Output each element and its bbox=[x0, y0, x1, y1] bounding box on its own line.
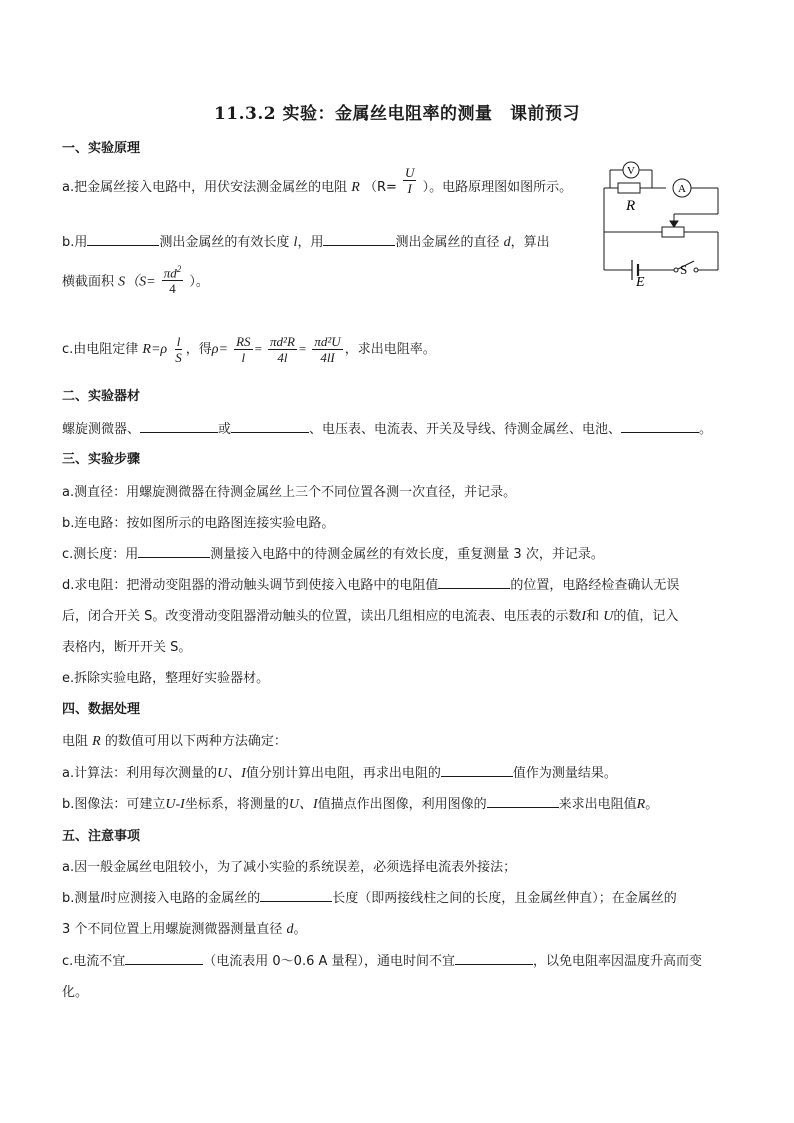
ammeter-label: A bbox=[678, 183, 686, 195]
note-b-cont bbox=[62, 918, 307, 938]
formula: R=ρ bbox=[142, 342, 168, 357]
text: 的位置，电路经检查确认无误 bbox=[510, 578, 680, 593]
text: 后，闭合开关 S。改变滑动变阻器滑动触头的位置，读出几组相应的电流表、电压表的示数 bbox=[62, 609, 582, 624]
denominator: 4l bbox=[277, 350, 288, 365]
denominator: 4 bbox=[169, 281, 176, 297]
var-UI-axis: U-I bbox=[165, 797, 185, 812]
battery-label: E bbox=[636, 275, 645, 288]
text: 值分别计算出电阻，再求出电阻的 bbox=[245, 766, 441, 781]
fraction-pid2U-over-4lI bbox=[312, 334, 342, 365]
text: 值作为测量结果。 bbox=[512, 766, 617, 781]
step-b: b.连电路：按如图所示的电路图连接实验电路。 bbox=[62, 516, 335, 531]
note-b bbox=[62, 887, 677, 907]
var-R: R bbox=[351, 180, 360, 195]
formula: ρ= bbox=[211, 342, 228, 357]
numerator: U bbox=[405, 165, 415, 180]
principle-a bbox=[62, 165, 573, 196]
section-heading-data: 四、数据处理 bbox=[62, 702, 141, 717]
text: 和 bbox=[586, 609, 600, 624]
var-UI: U、I bbox=[288, 797, 318, 812]
text: 。电路原理图如图所示。 bbox=[429, 180, 573, 195]
numerator: πd²R bbox=[270, 334, 295, 349]
var-S: S（S= bbox=[118, 274, 156, 290]
fraction-l-over-S bbox=[173, 334, 184, 365]
blank[interactable] bbox=[621, 420, 699, 433]
fraction-pid2R-over-4l bbox=[268, 334, 297, 365]
text: 。 bbox=[293, 922, 307, 937]
section-heading-equipment: 二、实验器材 bbox=[62, 389, 141, 404]
exponent: 2 bbox=[176, 264, 182, 274]
text: 测出金属丝的有效长度 bbox=[159, 235, 290, 250]
numerator: l bbox=[176, 334, 181, 349]
text: 测出金属丝的直径 bbox=[395, 235, 500, 250]
blank[interactable] bbox=[231, 420, 309, 433]
denominator: S bbox=[175, 350, 182, 365]
data-a bbox=[62, 762, 617, 782]
equipment-line bbox=[62, 418, 712, 437]
note-c bbox=[62, 950, 702, 969]
var-R: R bbox=[92, 734, 101, 749]
text: 横截面积 bbox=[62, 274, 115, 290]
text: 或 bbox=[218, 422, 232, 437]
fraction-U-over-I bbox=[403, 165, 416, 196]
denominator: 4lI bbox=[320, 350, 335, 365]
step-c bbox=[62, 543, 604, 562]
text: 时应测接入电路的金属丝的 bbox=[104, 891, 261, 906]
text: ，得 bbox=[185, 342, 212, 357]
text: ） bbox=[422, 180, 430, 195]
fraction-RS-over-l bbox=[234, 334, 252, 365]
text: ，用 bbox=[297, 235, 324, 250]
var-I: I bbox=[581, 609, 587, 624]
blank[interactable] bbox=[455, 952, 533, 965]
text: （电流表用 0～0.6 A 量程），通电时间不宜 bbox=[203, 954, 456, 969]
text: 。 bbox=[195, 274, 209, 290]
numerator bbox=[162, 262, 184, 281]
data-intro bbox=[62, 730, 287, 750]
page-title: 11.3.2 实验：金属丝电阻率的测量 课前预习 bbox=[213, 104, 581, 124]
principle-b bbox=[62, 231, 550, 251]
text: b.测量 bbox=[62, 891, 101, 906]
text: 。 bbox=[645, 797, 659, 812]
text: 螺旋测微器、 bbox=[62, 422, 141, 437]
text: b.用 bbox=[62, 235, 88, 250]
text: 坐标系，将测量的 bbox=[184, 797, 289, 812]
text: b.图像法：可建立 bbox=[62, 797, 166, 812]
blank[interactable] bbox=[125, 952, 203, 965]
text: ，以免电阻率因温度升高而变 bbox=[533, 954, 703, 969]
text: ，求出电阻率。 bbox=[344, 342, 436, 357]
text: d.求电阻：把滑动变阻器的滑动触头调节到使接入电路中的电阻值 bbox=[62, 578, 439, 593]
text: 电阻 bbox=[62, 734, 89, 749]
blank[interactable] bbox=[138, 545, 210, 558]
numerator: πd²U bbox=[314, 334, 341, 349]
text: （R= bbox=[363, 180, 397, 195]
text: 长度（即两接线柱之间的长度，且金属丝伸直）；在金属丝的 bbox=[332, 891, 677, 906]
fraction-area bbox=[162, 262, 184, 296]
denominator: l bbox=[241, 350, 246, 365]
text: c.测长度：用 bbox=[62, 547, 139, 562]
principle-b-area bbox=[62, 264, 209, 297]
denominator: I bbox=[407, 181, 412, 196]
var-d: d bbox=[286, 922, 294, 937]
equals: = bbox=[298, 341, 307, 356]
principle-c bbox=[62, 334, 436, 365]
section-heading-notes: 五、注意事项 bbox=[62, 829, 141, 844]
step-d-cont bbox=[62, 605, 678, 625]
text: ，算出 bbox=[510, 235, 550, 250]
step-d bbox=[62, 574, 679, 593]
section-heading-steps: 三、实验步骤 bbox=[62, 452, 141, 467]
var-UI: U、I bbox=[217, 766, 246, 781]
blank[interactable] bbox=[323, 233, 395, 246]
var-l: l bbox=[293, 235, 298, 250]
blank[interactable] bbox=[260, 889, 332, 902]
rheostat-symbol bbox=[662, 227, 684, 237]
section-heading-principle: 一、实验原理 bbox=[62, 141, 141, 156]
blank[interactable] bbox=[487, 795, 559, 808]
text: 。 bbox=[699, 422, 713, 437]
data-b bbox=[62, 793, 658, 813]
resistor-symbol bbox=[618, 183, 640, 193]
var-U: U bbox=[603, 609, 614, 624]
text: 测量接入电路中的待测金属丝的有效长度，重复测量 3 次，并记录。 bbox=[210, 547, 604, 562]
note-a: a.因一般金属丝电阻较小，为了减小实验的系统误差，必须选择电流表外接法； bbox=[62, 860, 517, 875]
text: c.由电阻定律 bbox=[62, 342, 139, 357]
blank[interactable] bbox=[87, 233, 159, 246]
resistor-label: R bbox=[626, 198, 636, 214]
text: a.把金属丝接入电路中，用伏安法测金属丝的电阻 bbox=[62, 180, 348, 195]
text: 来求出电阻值 bbox=[558, 797, 637, 812]
text: 的数值可用以下两种方法确定： bbox=[104, 734, 287, 749]
step-a: a.测直径：用螺旋测微器在待测金属丝上三个不同位置各测一次直径，并记录。 bbox=[62, 485, 517, 500]
text: 的值，记入 bbox=[613, 609, 679, 624]
circuit-diagram bbox=[596, 158, 730, 288]
blank[interactable] bbox=[441, 764, 513, 777]
text: c.电流不宜 bbox=[62, 954, 126, 969]
var-R: R bbox=[636, 797, 646, 812]
blank[interactable] bbox=[140, 420, 218, 433]
text: πd bbox=[163, 265, 177, 281]
text: ） bbox=[189, 274, 196, 290]
note-c-end: 化。 bbox=[62, 985, 89, 1000]
voltmeter-label: V bbox=[627, 165, 635, 177]
text: 、电压表、电流表、开关及导线、待测金属丝、电池、 bbox=[309, 422, 622, 437]
blank[interactable] bbox=[438, 576, 510, 589]
var-d: d bbox=[503, 235, 511, 250]
text: 3 个不同位置上用螺旋测微器测量直径 bbox=[62, 922, 283, 937]
step-e: e.拆除实验电路，整理好实验器材。 bbox=[62, 671, 270, 686]
var-l: l bbox=[100, 891, 105, 906]
text: 值描点作出图像，利用图像的 bbox=[317, 797, 487, 812]
text: a.计算法：利用每次测量的 bbox=[62, 766, 218, 781]
numerator: RS bbox=[236, 334, 251, 349]
step-d-end: 表格内，断开开关 S。 bbox=[62, 640, 192, 655]
switch-label: S bbox=[680, 262, 688, 277]
equals: = bbox=[254, 341, 262, 356]
